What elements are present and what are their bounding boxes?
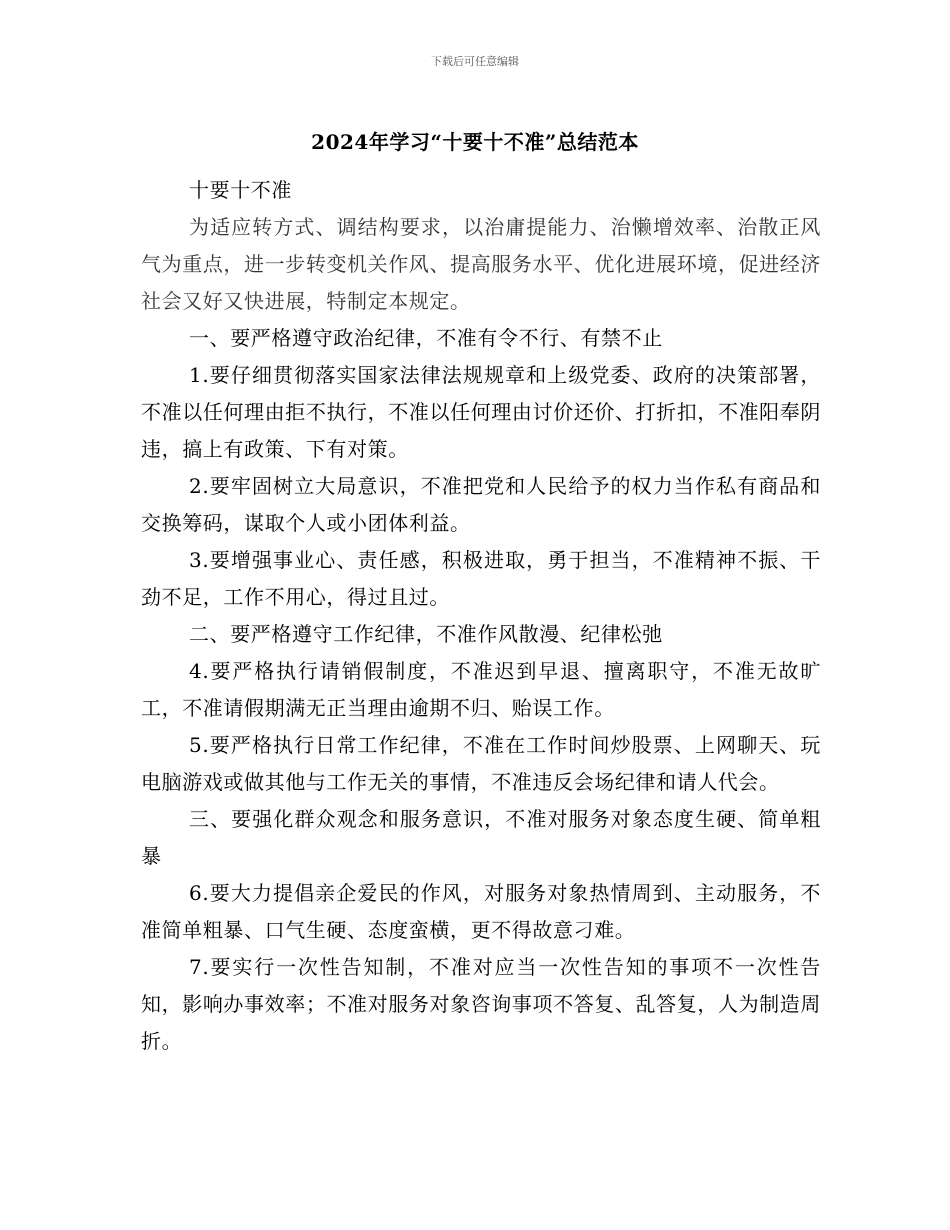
section-heading-2: 二、要严格遵守工作纪律，不准作风散漫、纪律松弛 <box>189 622 663 646</box>
intro-paragraph: 为适应转方式、调结构要求，以治庸提能力、治懒增效率、治散正风气为重点，进一步转变机关作风、提高服务水平、优化进展环境，促进经济社会又好又快进展，特制定本规定。 <box>141 215 821 313</box>
item-paragraph-6: 6.要大力提倡亲企爱民的作风，对服务对象热情周到、主动服务，不准简单粗暴、口气生硬、态度蛮横，更不得故意刁难。 <box>141 881 821 942</box>
item-paragraph-5: 5.要严格执行日常工作纪律，不准在工作时间炒股票、上网聊天、玩电脑游戏或做其他与工作无关的事情，不准违反会场纪律和请人代会。 <box>141 733 821 794</box>
item-paragraph-2: 2.要牢固树立大局意识，不准把党和人民给予的权力当作私有商品和交换筹码，谋取个人或小团体利益。 <box>141 474 821 535</box>
item-paragraph-1: 1.要仔细贯彻落实国家法律法规规章和上级党委、政府的决策部署，不准以任何理由拒不执行，不准以任何理由讨价还价、打折扣，不准阳奉阴违，搞上有政策、下有对策。 <box>141 363 821 461</box>
page-header-note: 下载后可任意编辑 <box>431 55 519 68</box>
item-paragraph-3: 3.要增强事业心、责任感，积极进取，勇于担当，不准精神不振、干劲不足，工作不用心，得过且过。 <box>141 548 821 609</box>
item-paragraph-7: 7.要实行一次性告知制，不准对应当一次性告知的事项不一次性告知，影响办事效率；不准对服务对象咨询事项不答复、乱答复，人为制造周折。 <box>141 955 821 1053</box>
section-heading-3: 三、要强化群众观念和服务意识，不准对服务对象态度生硬、简单粗暴 <box>141 807 821 868</box>
document-title: 2024年学习“十要十不准”总结范本 <box>311 130 639 154</box>
document-body <box>141 172 821 1060</box>
section-heading-1: 一、要严格遵守政治纪律，不准有令不行、有禁不止 <box>189 326 663 350</box>
item-paragraph-4: 4.要严格执行请销假制度，不准迟到早退、擅离职守，不准无故旷工，不准请假期满无正当理由逾期不归、贻误工作。 <box>141 659 821 720</box>
intro-heading: 十要十不准 <box>189 178 292 202</box>
